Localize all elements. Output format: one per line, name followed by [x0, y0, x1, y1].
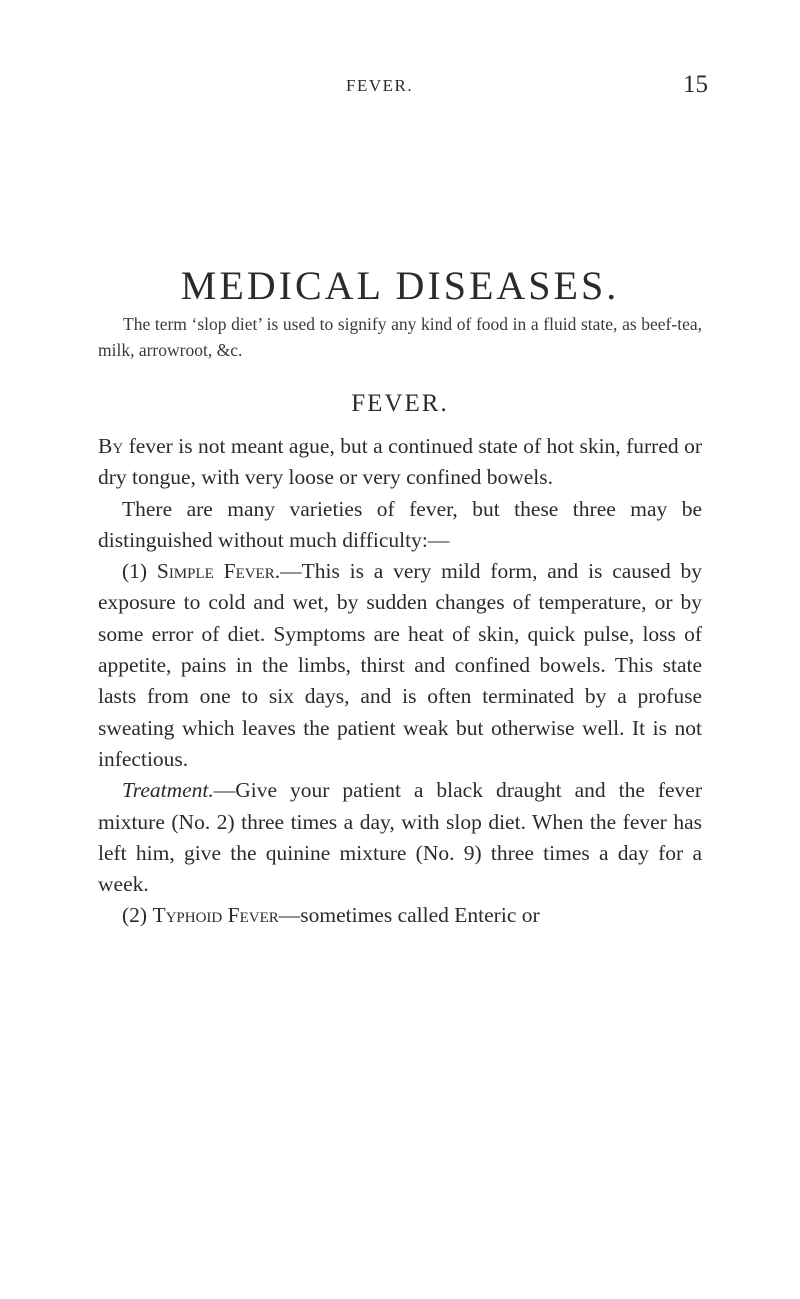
paragraph-text: There are many varieties of fever, but these three may be distinguished without much difficulty:—	[98, 496, 702, 552]
paragraph-typhoid-fever	[98, 900, 702, 931]
body-text	[98, 431, 702, 932]
paragraph-text: fever is not meant ague, but a continued state of hot skin, furred or dry tongue, with very loose or very confined bowels.	[98, 434, 702, 490]
item-number: (2)	[122, 903, 153, 928]
treatment-label: Treatment.	[122, 778, 214, 803]
page-number: 15	[683, 71, 708, 98]
running-head-title: FEVER.	[346, 76, 414, 95]
paragraph-text: —This is a very mild form, and is caused by exposure to cold and wet, by sudden changes of temperature, or by some error of diet. Symptoms are heat of skin, quick pulse, loss of appetite, pains in the limbs, thirst and confined bowels. This state lasts from one to six days, and is often terminated by a profuse sweating which leaves the patient weak but otherwise well. It is not infectious.	[98, 559, 702, 771]
fever-heading: FEVER.	[351, 390, 449, 417]
item-number: (1)	[122, 559, 157, 584]
note-text: The term ‘slop diet’ is used to signify any kind of food in a fluid state, as beef-tea, milk, arrowroot, &c.	[98, 314, 702, 360]
paragraph-text: —Give your patient a black draught and the fever mixture (No. 2) three times a day, with slop diet. When the fever has left him, give the quinine mixture (No. 9) three times a day for a week.	[98, 778, 702, 897]
item-heading: Typhoid Fever	[152, 903, 279, 928]
item-heading: Simple Fever.	[156, 559, 281, 584]
running-head	[0, 71, 800, 106]
slop-diet-note	[98, 311, 702, 363]
paragraph-text: —sometimes called Enteric or	[278, 903, 540, 928]
section-title: MEDICAL DISEASES.	[180, 263, 620, 308]
drop-lead-word: By	[98, 434, 124, 458]
paragraph-treatment	[98, 775, 702, 900]
paragraph-varieties	[98, 494, 702, 557]
paragraph-definition	[98, 431, 702, 494]
paragraph-simple-fever	[98, 556, 702, 775]
